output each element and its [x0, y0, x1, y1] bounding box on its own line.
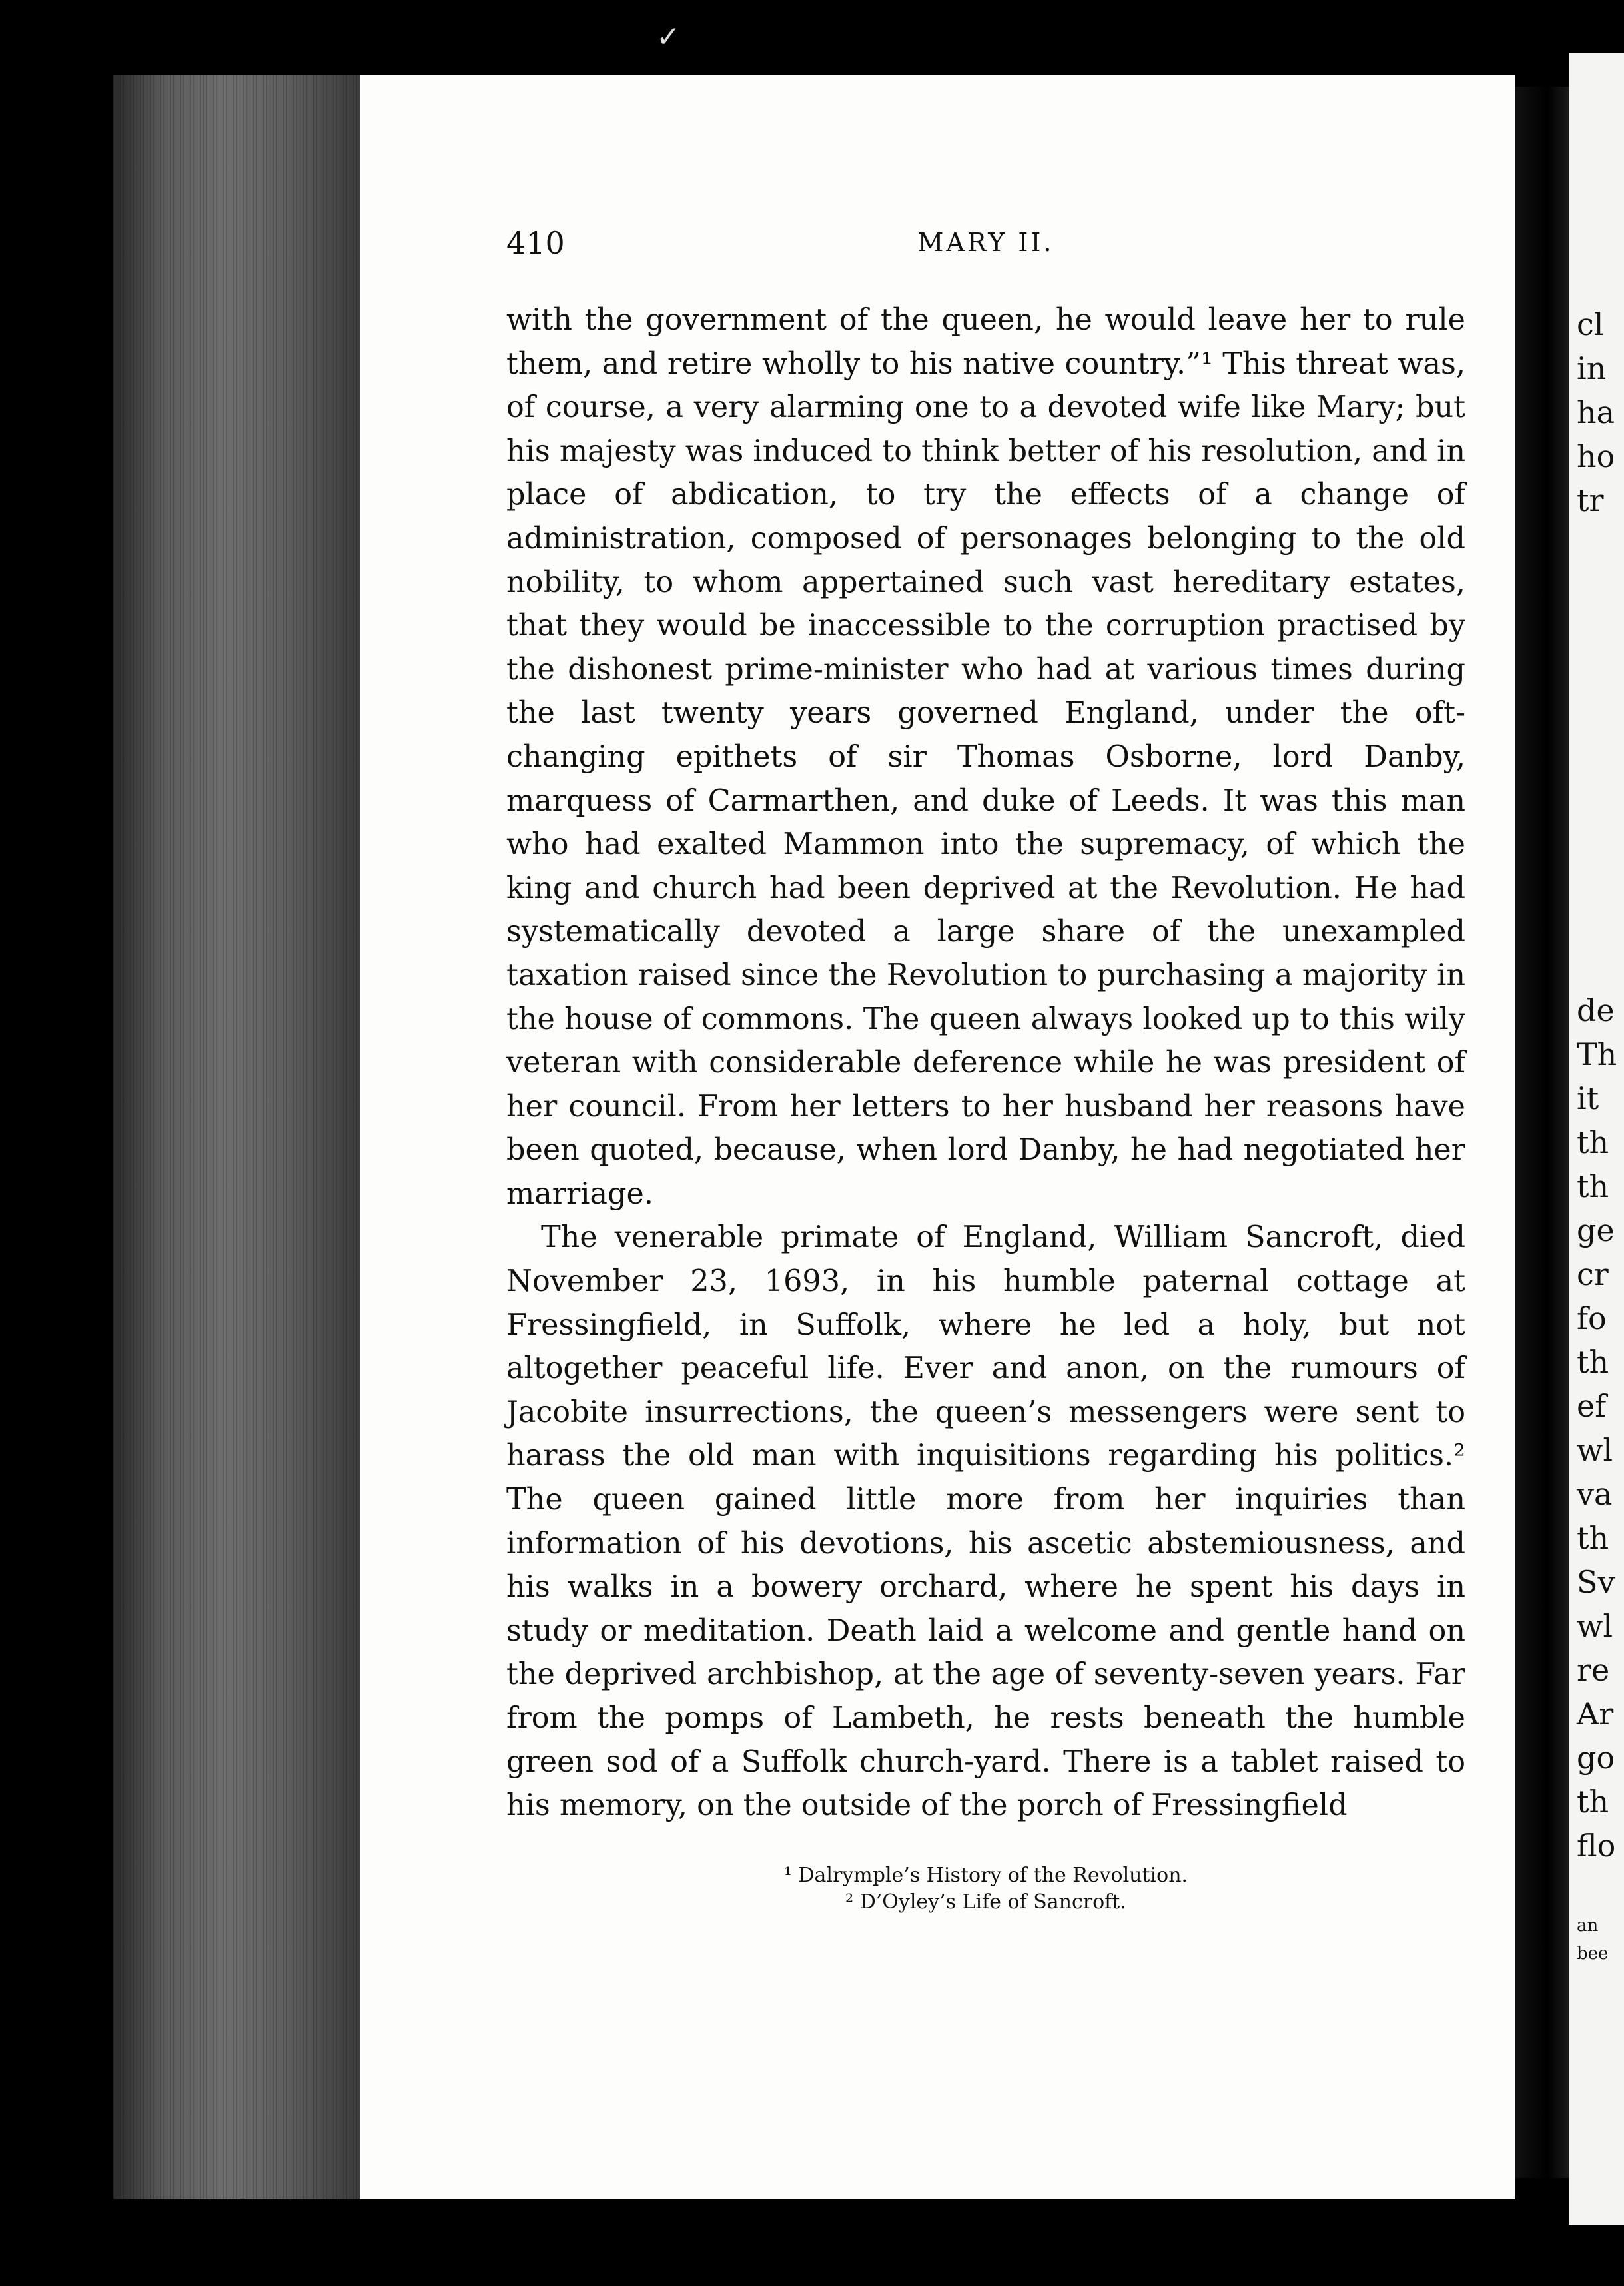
adjacent-fragment: in — [1577, 350, 1607, 386]
adjacent-fragment: th — [1577, 1784, 1609, 1820]
running-head — [506, 225, 1465, 265]
adjacent-fragment: Ar — [1577, 1696, 1614, 1732]
adjacent-page-strip — [1569, 53, 1624, 2225]
adjacent-fragment: re — [1577, 1652, 1610, 1688]
body-text — [506, 298, 1465, 1828]
adjacent-fragment: ha — [1577, 394, 1615, 430]
adjacent-fragment: ge — [1577, 1212, 1615, 1248]
adjacent-fragment: ho — [1577, 438, 1615, 474]
adjacent-fragment: cr — [1577, 1256, 1609, 1292]
adjacent-footnote-fragment: an — [1577, 1916, 1599, 1936]
footnotes — [506, 1862, 1465, 1916]
adjacent-fragment: flo — [1577, 1828, 1616, 1864]
adjacent-fragment: cl — [1577, 306, 1604, 342]
adjacent-footnote-fragment: bee — [1577, 1944, 1609, 1964]
scan-speck: ✓ — [656, 20, 681, 54]
adjacent-fragment: th — [1577, 1344, 1609, 1380]
adjacent-fragment: th — [1577, 1168, 1609, 1204]
page-edge-lines — [113, 75, 360, 2199]
adjacent-fragment: Th — [1577, 1036, 1617, 1072]
paragraph-2: The venerable primate of England, William Sancroft, died November 23, 1693, in his humble paternal cottage at Fressingfield, in Suffolk, where he led a holy, but not altogether peaceful life. Ever and anon, on the rumours of Jacobite insurrections, the queen’s messengers were sent to harass the old man with inquisitions regarding his politics.² The queen gained little more from her inquiries than information of his devotions, his ascetic abstemiousness, and his walks in a bowery orchard, where he spent his days in study or meditation. Death laid a welcome and gentle hand on the deprived archbishop, at the age of seventy-seven years. Far from the pomps of Lambeth, he rests beneath the humble green sod of a Suffolk church-yard. There is a tablet raised to his memory, on the outside of the porch of Fressingfield — [506, 1220, 1465, 1823]
footnote-2: ² D’Oyley’s Life of Sancroft. — [845, 1890, 1126, 1914]
running-head-title: MARY II. — [917, 228, 1054, 257]
footnote-1: ¹ Dalrymple’s History of the Revolution. — [783, 1864, 1188, 1887]
adjacent-fragment: it — [1577, 1080, 1599, 1116]
adjacent-fragment: de — [1577, 992, 1615, 1028]
adjacent-fragment: th — [1577, 1124, 1609, 1160]
paragraph-1: with the government of the queen, he would leave her to rule them, and retire wholly to his native country.”¹ This threat was, of course, a very alarming one to a devoted wife like Mary; but his majesty was induced to think better of his resolution, and in place of abdication, to try the effects of a change of administration, composed of personages belonging to the old nobility, to whom appertained such vast hereditary estates, that they would be inaccessible to the corruption practised by the dishonest prime-minister who had at various times during the last twenty years governed England, under the oft-changing epithets of sir Thomas Osborne, lord Danby, marquess of Carmarthen, and duke of Leeds. It was this man who had exalted Mammon into the supremacy, of which the king and church had been deprived at the Revolution. He had systematically devoted a large share of the unexampled taxation raised since the Revolution to purchasing a majority in the house of commons. The queen always looked up to this wily veteran with considerable deference while he was president of her council. From her letters to her husband her reasons have been quoted, because, when lord Danby, he had negotiated her marriage. — [506, 303, 1465, 1211]
adjacent-fragment: fo — [1577, 1300, 1607, 1336]
page-edge-stack — [113, 75, 360, 2199]
adjacent-fragment: go — [1577, 1740, 1615, 1776]
binding-gutter — [1515, 87, 1569, 2178]
adjacent-fragment: tr — [1577, 482, 1604, 518]
adjacent-fragment: ef — [1577, 1388, 1607, 1424]
page-number: 410 — [506, 225, 565, 261]
adjacent-fragment: wl — [1577, 1608, 1613, 1644]
adjacent-fragment: va — [1577, 1476, 1613, 1512]
adjacent-fragment: th — [1577, 1520, 1609, 1556]
adjacent-fragment: wl — [1577, 1432, 1613, 1468]
adjacent-fragment: Sv — [1577, 1564, 1615, 1600]
